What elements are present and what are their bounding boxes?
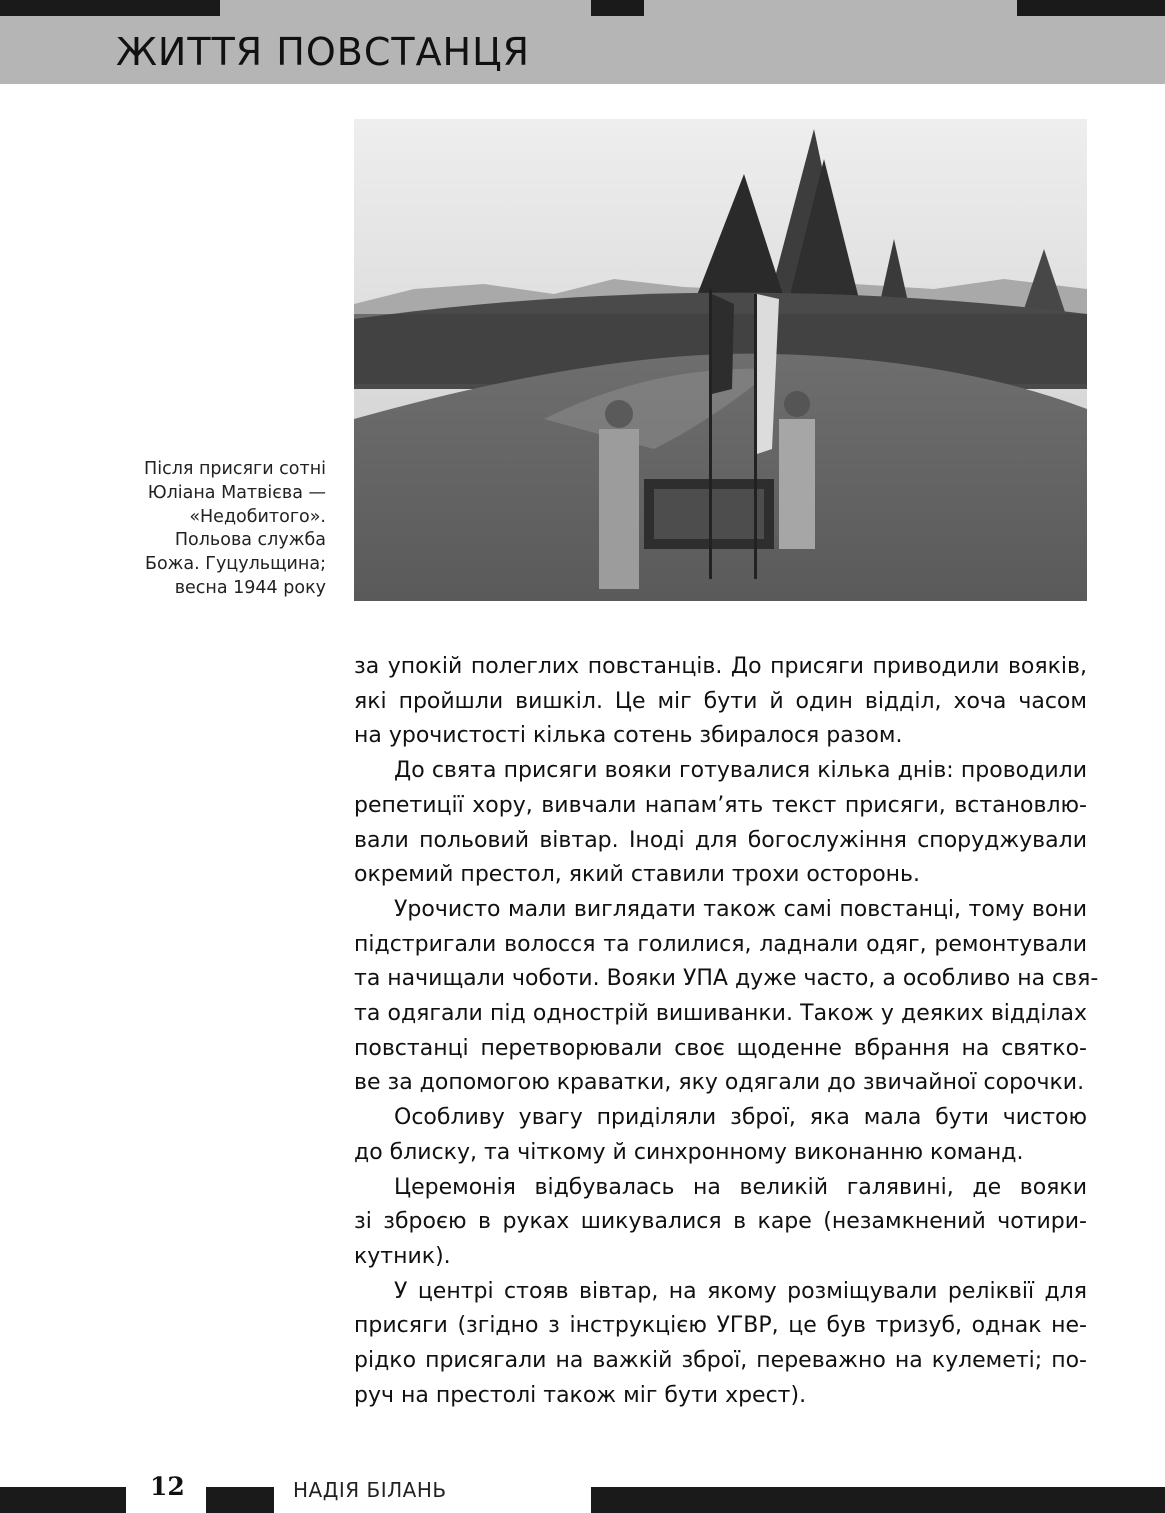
text-line: повстанці перетворювали своє щоденне вбрання на святко- [354, 1035, 1087, 1061]
text-line: та начищали чоботи. Вояки УПА дуже часто, а особливо на свя- [354, 966, 1099, 992]
text-line: окремий престол, який ставили трохи осторонь. [354, 862, 921, 888]
text-line: підстригали волосся та голилися, ладнали одяг, ремонтували [354, 931, 1087, 957]
text-line: рідко присягали на важкій зброї, переважно на кулеметі; по- [354, 1348, 1087, 1374]
photograph [354, 119, 1087, 601]
caption-line: весна 1944 року [174, 577, 326, 598]
header-mark-right [1017, 0, 1165, 16]
text-line: У центрі стояв вівтар, на якому розміщували реліквії для [394, 1278, 1087, 1304]
text-line: ве за допомогою краватки, яку одягали до звичайної сорочки. [354, 1070, 1085, 1096]
text-line: та одягали під однострій вишиванки. Також у деяких відділах [354, 1001, 1087, 1027]
author-name: НАДІЯ БІЛАНЬ [293, 1478, 447, 1502]
caption-line: Польова служба [174, 530, 326, 551]
caption-line: Юліана Матвієва — [147, 482, 326, 503]
footer-bar-middle [206, 1487, 274, 1513]
caption-line: Після присяги сотні [144, 459, 326, 479]
text-line: присяги (згідно з інструкцією УГВР, це був тризуб, однак не- [354, 1313, 1087, 1339]
text-line: До свята присяги вояки готувалися кілька днів: проводили [394, 758, 1087, 784]
header-mark-left [0, 0, 220, 16]
photo-caption [100, 458, 326, 601]
text-line: зі зброєю в руках шикувалися в каре (незамкнений чотири- [354, 1209, 1087, 1235]
text-line: Церемонія відбувалась на великій галявині, де вояки [394, 1174, 1087, 1200]
text-line: кутник). [354, 1243, 451, 1269]
text-line: які пройшли вишкіл. Це міг бути й один відділ, хоча часом [354, 688, 1087, 714]
header-mark-center [591, 0, 644, 16]
text-line: репетиції хору, вивчали напам’ять текст присяги, встановлю- [354, 792, 1087, 818]
page-header [0, 0, 1165, 84]
text-line: Урочисто мали виглядати також самі повстанці, тому вони [394, 896, 1087, 922]
photo-illustration [354, 119, 1087, 601]
body-text [354, 650, 1099, 1413]
footer-bar-right [591, 1487, 1165, 1513]
running-header-title: ЖИТТЯ ПОВСТАНЦЯ [116, 30, 531, 74]
text-line: вали польовий вівтар. Іноді для богослужіння споруджували [354, 827, 1087, 853]
page-number: 12 [150, 1472, 185, 1501]
text-line: до блиску, та чіткому й синхронному виконанню команд. [354, 1139, 1024, 1165]
text-line: Особливу увагу приділяли зброї, яка мала бути чистою [394, 1105, 1087, 1131]
text-line: за упокій полеглих повстанців. До присяги приводили вояків, [354, 654, 1087, 679]
footer-bar-left [0, 1487, 126, 1513]
caption-line: «Недобитого». [189, 506, 326, 527]
caption-line: Божа. Гуцульщина; [144, 554, 326, 575]
text-line: руч на престолі також міг бути хрест). [354, 1382, 807, 1408]
text-line: на урочистості кілька сотень збиралося разом. [354, 723, 903, 749]
